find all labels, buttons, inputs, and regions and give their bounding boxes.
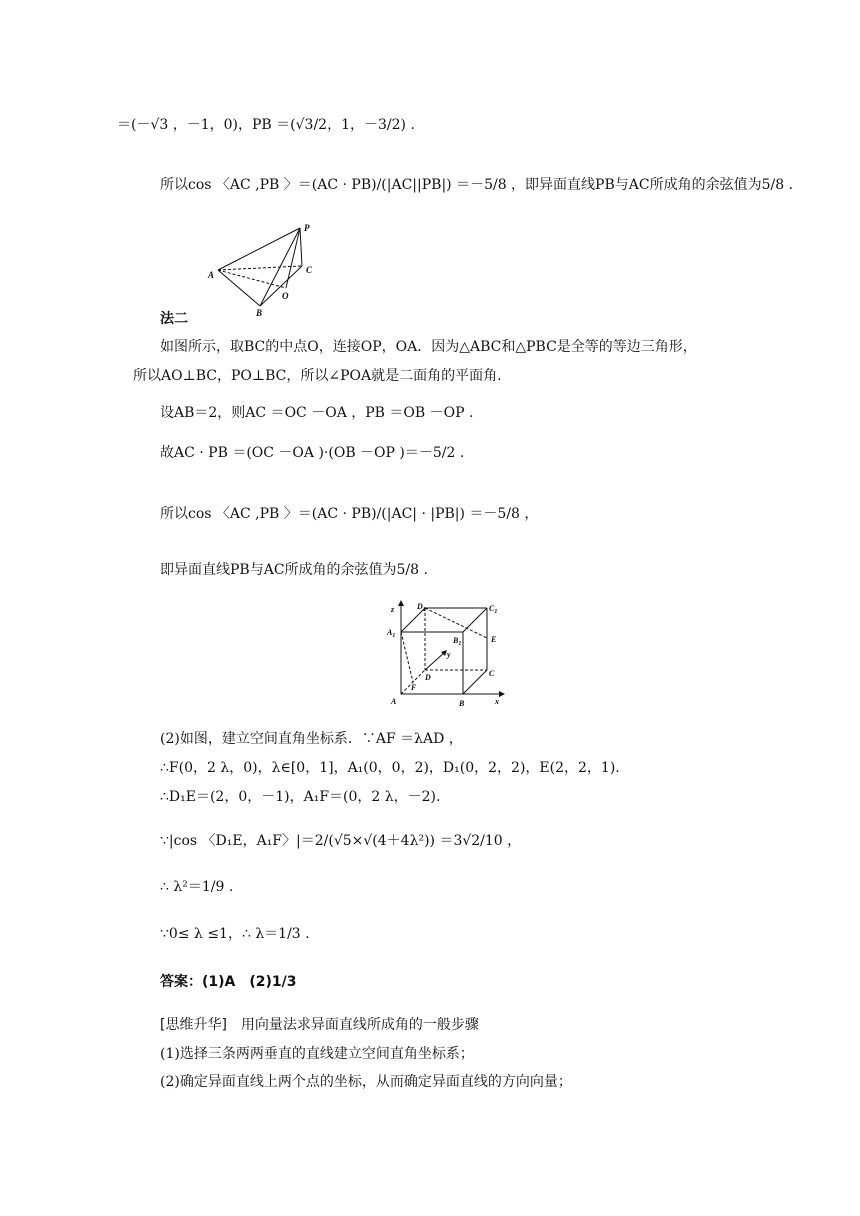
line-9: 即异面直线PB与AC所成角的余弦值为5/8 . <box>160 562 428 578</box>
label-B1: $B_1$ <box>453 636 462 647</box>
line-12: ∴D₁E＝(2，0，－1)，A₁F＝(0，2 λ，－2). <box>160 789 441 805</box>
line-4: 如图所示，取BC的中点O，连接OP，OA．因为△ABC和△PBC是全等的等边三角形， <box>160 339 697 355</box>
label-A1: $A_1$ <box>387 628 396 639</box>
label-y: y <box>447 650 451 659</box>
line-11: ∴F(0，2 λ，0)，λ∈[0，1]，A₁(0，0，2)，D₁(0，2，2)，E(2，2，1). <box>160 760 620 776</box>
label-z: z <box>391 605 395 614</box>
line-13: ∵|cos 〈D₁E，A₁F〉|＝2/(√5×√(4＋4λ²)) ＝3√2/10 ， <box>160 833 522 849</box>
summary-heading: [思维升华] 用向量法求异面直线所成角的一般步骤 <box>160 1017 479 1033</box>
pyramid-figure <box>200 220 320 320</box>
line-5: 所以AO⊥BC，PO⊥BC，所以∠POA就是二面角的平面角. <box>133 368 502 384</box>
label-D: D <box>425 673 431 682</box>
label-A: A <box>208 270 215 280</box>
label-B: B <box>256 308 263 318</box>
step-1: (1)选择三条两两垂直的直线建立空间直角坐标系； <box>160 1046 474 1062</box>
label-O: O <box>282 291 289 301</box>
label-B: B <box>459 699 465 708</box>
line-10: (2)如图，建立空间直角坐标系．∵AF ＝λAD ， <box>160 731 463 747</box>
label-C: C <box>306 265 313 275</box>
line-1: ＝(－√3 ，－1，0)，PB ＝(√3/2，1，－3/2) . <box>117 117 415 133</box>
line-15: ∵0≤ λ ≤1，∴ λ＝1/3 . <box>160 926 310 942</box>
label-C1: $C_1$ <box>489 604 498 615</box>
cube-figure <box>385 600 510 710</box>
label-x: x <box>495 697 499 706</box>
label-F: F <box>411 683 417 692</box>
line-14: ∴ λ²＝1/9 . <box>160 879 234 895</box>
line-8: 所以cos 〈AC ,PB 〉＝(AC · PB)/(|AC| · |PB|) ＝－5/8 ， <box>160 506 539 522</box>
label-D1: $D_1$ <box>417 602 426 613</box>
line-2: 所以cos 〈AC ,PB 〉＝(AC · PB)/(|AC||PB|) ＝－5/8 ，即异面直线PB与AC所成角的余弦值为5/8 . <box>160 177 794 193</box>
label-P: P <box>304 223 310 233</box>
label-A: A <box>391 697 397 706</box>
step-2: (2)确定异面直线上两个点的坐标，从而确定异面直线的方向向量； <box>160 1074 572 1090</box>
line-6: 设AB＝2，则AC ＝OC －OA ，PB ＝OB －OP . <box>160 405 474 421</box>
line-7: 故AC · PB ＝(OC －OA )·(OB －OP )＝－5/2 . <box>160 445 465 461</box>
label-E: E <box>491 635 497 644</box>
answer-line: 答案：(1)A (2)1/3 <box>160 974 297 990</box>
label-C: C <box>489 669 495 678</box>
method-two-heading: 法二 <box>160 311 188 327</box>
